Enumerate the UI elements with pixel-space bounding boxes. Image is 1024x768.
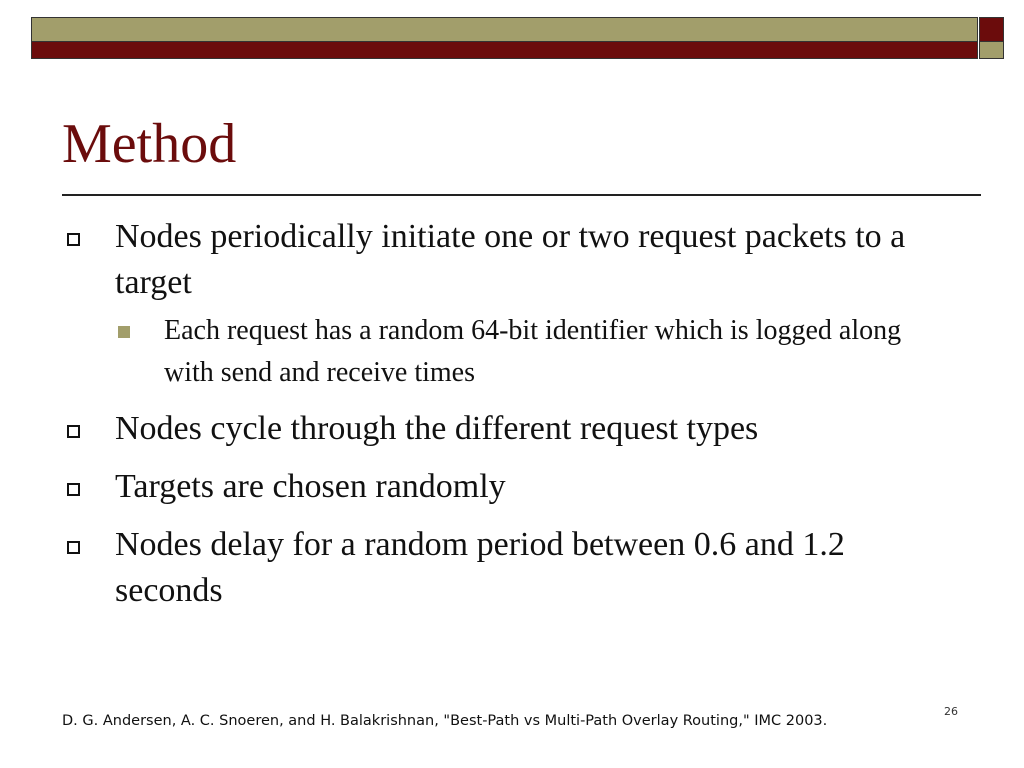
citation: D. G. Andersen, A. C. Snoeren, and H. Balakrishnan, "Best-Path vs Multi-Path Overlay Routing," IMC 2003. bbox=[62, 713, 828, 729]
bullet-item bbox=[62, 464, 942, 510]
hollow-square-icon bbox=[67, 425, 80, 438]
title-divider bbox=[62, 194, 981, 196]
bullet-text: Nodes cycle through the different request types bbox=[115, 410, 759, 447]
header-corner-maroon bbox=[979, 17, 1004, 42]
header-banner-maroon bbox=[31, 42, 978, 59]
bullet-item bbox=[62, 406, 942, 452]
page-number: 26 bbox=[944, 705, 958, 718]
bullet-item bbox=[62, 214, 942, 394]
bullet-text: Nodes delay for a random period between 0.6 and 1.2 seconds bbox=[115, 526, 845, 609]
header-banner-olive bbox=[31, 17, 978, 42]
bullet-text: Targets are chosen randomly bbox=[115, 468, 506, 505]
sub-bullet-list bbox=[115, 310, 942, 394]
slide-title: Method bbox=[62, 113, 237, 175]
sub-bullet-text: Each request has a random 64-bit identifier which is logged along with send and receive times bbox=[164, 315, 902, 388]
bullet-text: Nodes periodically initiate one or two request packets to a target bbox=[115, 218, 906, 301]
bullet-item bbox=[62, 522, 942, 614]
hollow-square-icon bbox=[67, 541, 80, 554]
filled-square-icon bbox=[118, 326, 130, 338]
hollow-square-icon bbox=[67, 233, 80, 246]
hollow-square-icon bbox=[67, 483, 80, 496]
bullet-list bbox=[62, 214, 942, 626]
sub-bullet-item bbox=[115, 310, 942, 394]
header-corner-olive bbox=[979, 42, 1004, 59]
